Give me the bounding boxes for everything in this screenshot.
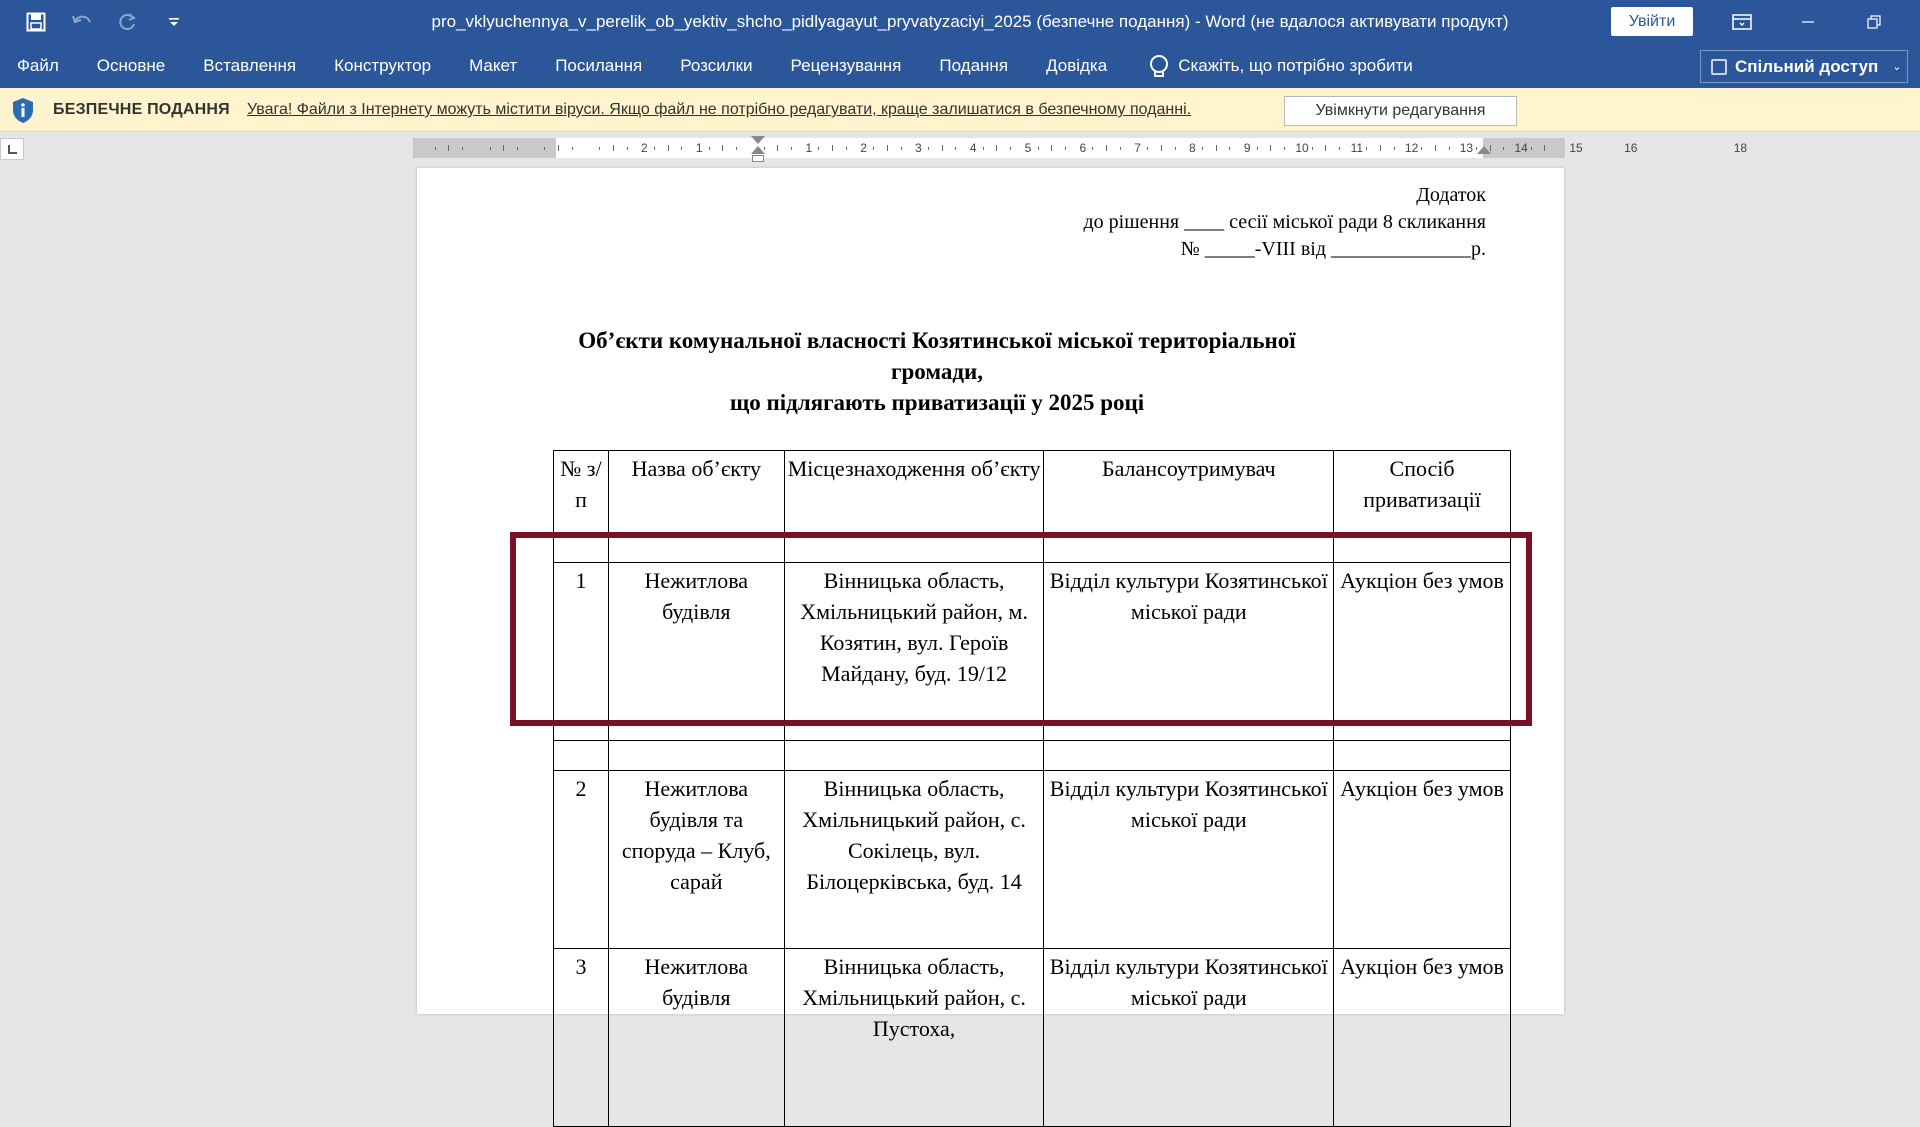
ruler-number: 8	[1189, 141, 1196, 155]
ruler-tick	[955, 147, 956, 150]
header-number: № з/п	[554, 451, 609, 533]
tab-mailings[interactable]: Розсилки	[680, 56, 753, 75]
tab-layout[interactable]: Макет	[469, 56, 518, 75]
ruler-tick	[818, 147, 819, 150]
ruler-tick	[1544, 145, 1545, 151]
ruler-tick	[517, 147, 518, 150]
cell-holder: Відділ культури Козятинської міської ради	[1044, 563, 1334, 741]
ruler-tick	[1175, 147, 1176, 150]
ruler-tick	[1120, 147, 1121, 150]
ruler-tick	[983, 147, 984, 150]
ruler-number: 12	[1404, 141, 1419, 155]
restore-icon[interactable]	[1854, 8, 1894, 36]
cell-method: Аукціон без умов	[1334, 563, 1511, 741]
protected-view-label: БЕЗПЕЧНЕ ПОДАННЯ	[53, 101, 230, 118]
ruler-tick	[1449, 147, 1450, 150]
chevron-down-icon: ⌄	[1892, 61, 1902, 73]
ruler-tick	[791, 147, 792, 150]
ruler-tick	[722, 145, 723, 151]
ruler-tick	[1038, 147, 1039, 150]
ruler-tick	[490, 147, 491, 150]
ruler-tick	[1284, 147, 1285, 150]
ruler-tick	[1106, 145, 1107, 151]
horizontal-ruler[interactable]	[413, 138, 1748, 158]
ruler-tick	[1147, 147, 1148, 150]
shield-info-icon	[11, 97, 35, 124]
ribbon-display-options-icon[interactable]	[1722, 8, 1762, 36]
header-holder: Балансоутримувач	[1044, 451, 1334, 533]
ruler-number: 1	[695, 141, 703, 155]
cell-method: Аукціон без умов	[1334, 949, 1511, 1127]
ruler-tick	[1092, 147, 1093, 150]
share-button[interactable]	[1700, 50, 1908, 83]
table-row	[554, 949, 1511, 1127]
ruler-tick	[1229, 147, 1230, 150]
cell-holder: Відділ культури Козятинської міської ради	[1044, 949, 1334, 1127]
ruler-tick	[1380, 145, 1381, 151]
ruler-tick	[503, 145, 504, 151]
ruler-tick	[1161, 145, 1162, 151]
ruler-number: 11	[1350, 141, 1364, 155]
ruler-tick	[901, 147, 902, 150]
ruler-tick	[1421, 147, 1422, 150]
ruler-tick	[1270, 145, 1271, 151]
ruler-number: 6	[1079, 141, 1087, 155]
ruler-tick	[832, 145, 833, 151]
ruler-number: 1	[805, 141, 813, 155]
tab-selector[interactable]	[0, 138, 24, 160]
table-spacer-row	[554, 533, 1511, 563]
ruler-tick	[1435, 145, 1436, 151]
ruler-tick	[448, 145, 449, 151]
lightbulb-icon	[1148, 55, 1166, 77]
header-location: Місцезнаходження об’єкту	[784, 451, 1044, 533]
tab-review[interactable]: Рецензування	[790, 56, 902, 75]
ruler-number: 5	[1024, 141, 1032, 155]
table-row	[554, 563, 1511, 741]
ruler-number: 10	[1295, 141, 1309, 155]
ruler-number: 4	[969, 141, 977, 155]
ruler-tick	[1339, 147, 1340, 150]
ruler-tick	[668, 145, 669, 151]
table-row	[554, 771, 1511, 949]
ruler-number: 14	[1514, 141, 1528, 155]
ruler-tick	[462, 147, 463, 150]
addendum-block	[1084, 182, 1487, 263]
tell-me-text: Скажіть, що потрібно зробити	[1178, 56, 1413, 75]
ruler-tick	[435, 147, 436, 150]
ruler-number: 3	[915, 141, 922, 155]
ruler-number: 15	[1569, 141, 1583, 155]
tab-design[interactable]: Конструктор	[334, 56, 432, 75]
ruler-tick	[572, 147, 573, 150]
ruler-tick	[736, 147, 737, 150]
ruler-tick	[1216, 145, 1217, 151]
ruler-tick	[996, 145, 997, 151]
ruler-tick	[777, 145, 778, 151]
header-method: Спосіб приватизації	[1334, 451, 1511, 533]
right-indent-marker[interactable]	[1477, 146, 1491, 154]
tell-me-box[interactable]	[1126, 55, 1413, 77]
ruler-number: 18	[1733, 141, 1748, 155]
first-line-indent-marker[interactable]	[751, 136, 765, 144]
sign-in-button[interactable]: Увійти	[1611, 7, 1693, 36]
cell-number: 2	[554, 771, 609, 949]
ruler-tick	[558, 145, 559, 151]
table-header-row	[554, 451, 1511, 533]
title-bar	[0, 0, 1920, 44]
ruler-tick	[1325, 145, 1326, 151]
ruler-tick	[681, 147, 682, 150]
tab-help[interactable]: Довідка	[1046, 56, 1108, 75]
protected-view-message[interactable]: Увага! Файли з Інтернету можуть містити віруси. Якщо файл не потрібно редагувати, краще залишатися в безпечному поданні.	[247, 101, 1192, 118]
cell-location: Вінницька область, Хмільницький район, м. Козятин, вул. Героїв Майдану, буд. 19/12	[784, 563, 1044, 741]
tab-insert[interactable]: Вставлення	[203, 56, 297, 75]
ruler-number: 13	[1459, 141, 1474, 155]
ruler-tick	[613, 145, 614, 151]
ruler-number: 2	[860, 141, 867, 155]
ruler-tick	[1531, 147, 1532, 150]
cell-name: Нежитлова будівля та споруда – Клуб, сарай	[608, 771, 784, 949]
ruler-tick	[709, 147, 710, 150]
addendum-title: Додаток	[1416, 184, 1486, 206]
objects-table	[553, 450, 1511, 1127]
cell-name: Нежитлова будівля	[608, 949, 784, 1127]
ruler-tick	[599, 147, 600, 150]
share-label: Спільний доступ	[1735, 56, 1879, 76]
hanging-indent-marker[interactable]	[751, 146, 765, 154]
tab-file[interactable]: Файл	[17, 56, 59, 75]
ruler-tick	[1257, 147, 1258, 150]
ruler-tick	[627, 147, 628, 150]
cell-number: 1	[554, 563, 609, 741]
cell-number: 3	[554, 949, 609, 1127]
table-spacer-row	[554, 741, 1511, 771]
ruler-tick	[873, 147, 874, 150]
addendum-line-1: до рішення ____ сесії міської ради 8 скликання	[1083, 211, 1486, 233]
ruler-number: 16	[1624, 141, 1638, 155]
tab-home[interactable]: Основне	[96, 56, 166, 75]
tab-references[interactable]: Посилання	[555, 56, 643, 75]
heading-line-2: що підлягають приватизації у 2025 році	[729, 390, 1145, 415]
ruler-tick	[942, 145, 943, 151]
ruler-number: 7	[1134, 141, 1141, 155]
tab-view[interactable]: Подання	[939, 56, 1009, 75]
cell-method: Аукціон без умов	[1334, 771, 1511, 949]
document-heading	[537, 325, 1337, 418]
ruler-number: 2	[641, 141, 648, 155]
addendum-line-2: № _____-VIII від ______________р.	[1180, 238, 1486, 260]
ruler-tick	[1366, 147, 1367, 150]
ruler-tick	[1051, 145, 1052, 151]
ruler-tick	[928, 147, 929, 150]
document-page[interactable]	[417, 168, 1564, 1041]
cell-location: Вінницька область, Хмільницький район, с. Пустоха,	[784, 949, 1044, 1127]
ruler-tick	[887, 145, 888, 151]
ruler-tick	[1503, 147, 1504, 150]
ruler-tick	[654, 147, 655, 150]
ruler-tick	[846, 147, 847, 150]
ruler-tick	[1010, 147, 1011, 150]
share-icon	[1711, 59, 1727, 75]
left-indent-marker[interactable]	[752, 155, 764, 162]
cell-holder: Відділ культури Козятинської міської ради	[1044, 771, 1334, 949]
header-name: Назва об’єкту	[608, 451, 784, 533]
ruler-number: 9	[1243, 141, 1251, 155]
ruler-tick	[1312, 147, 1313, 150]
cell-location: Вінницька область, Хмільницький район, с. Сокілець, вул. Білоцерківська, буд. 14	[784, 771, 1044, 949]
document-title: pro_vklyuchennya_v_perelik_ob_yektiv_shcho_pidlyagayut_pryvatyzaciyi_2025 (безпечне подання) - Word (не вдалося активувати продукт)	[431, 12, 1509, 31]
ruler-tick	[1202, 147, 1203, 150]
minimize-icon[interactable]	[1788, 8, 1828, 36]
ruler-tick	[1065, 147, 1066, 150]
ribbon	[0, 44, 1920, 88]
ruler-tick	[1394, 147, 1395, 150]
heading-line-1: Об’єкти комунальної власності Козятинської міської територіальної громади,	[578, 328, 1296, 384]
ruler-tick	[544, 147, 545, 150]
cell-name: Нежитлова будівля	[608, 563, 784, 741]
ribbon-tabs	[0, 44, 1413, 88]
enable-editing-button[interactable]: Увімкнути редагування	[1284, 96, 1517, 126]
protected-view-bar	[0, 88, 1920, 132]
